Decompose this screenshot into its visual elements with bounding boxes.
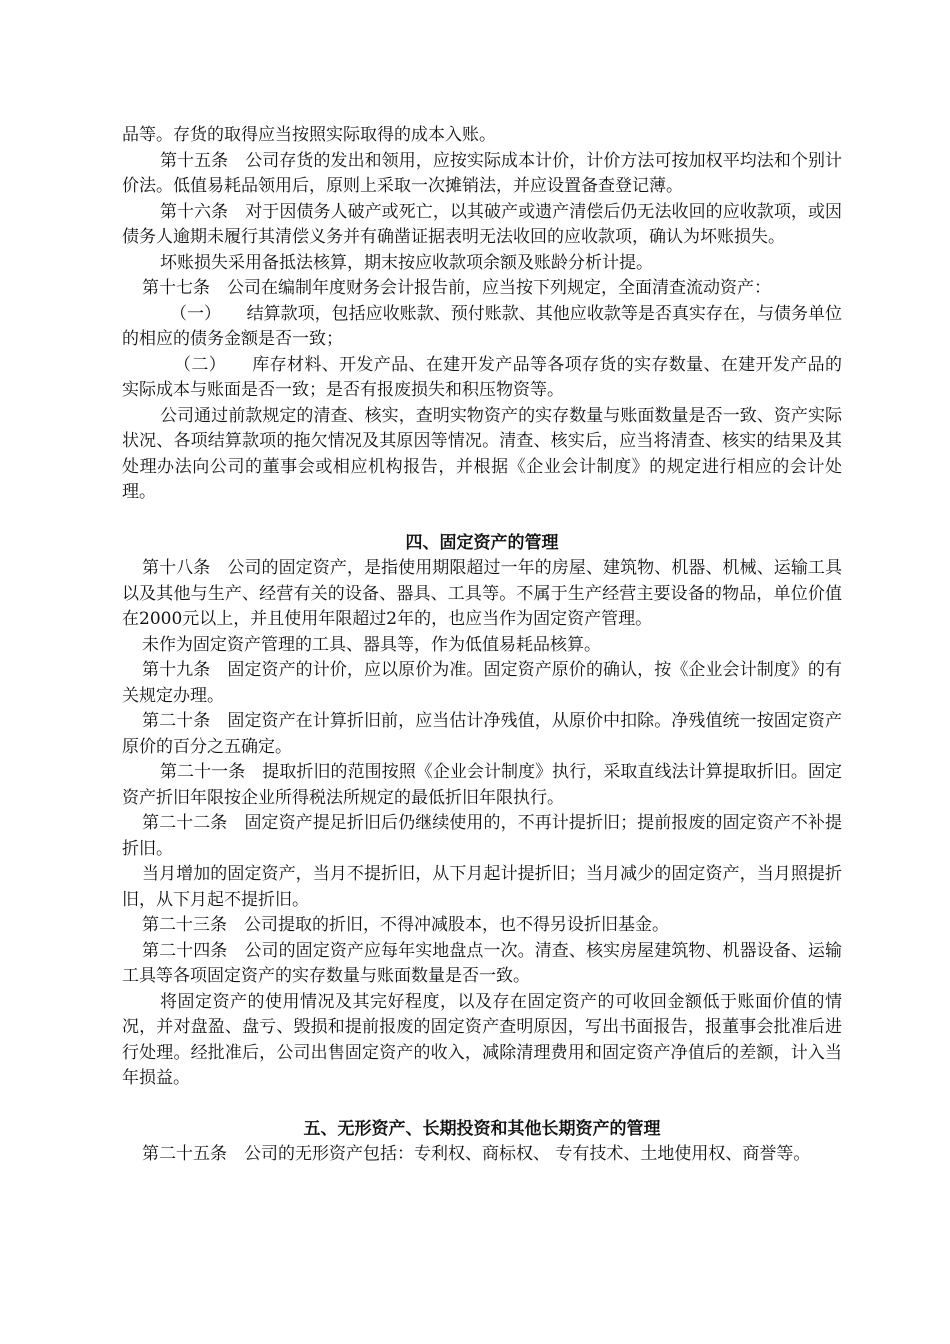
article-16: 第十六条 对于因债务人破产或死亡，以其破产或遗产清偿后仍无法收回的应收款项，或因债务人逾期未履行其清偿义务并有确凿证据表明无法收回的应收款项，确认为坏账损失。 — [122, 201, 842, 247]
paragraph: 品等。存货的取得应当按照实际取得的成本入账。 — [122, 125, 496, 145]
paragraph: 坏账损失采用备抵法核算，期末按应收款项余额及账龄分析计提。 — [160, 252, 653, 273]
article-20: 第二十条 固定资产在计算折旧前，应当估计净残值，从原价中扣除。净残值统一按固定资产原价的百分之五确定。 — [122, 711, 842, 757]
list-item: （一） 结算款项，包括应收账款、预付账款、其他应收款等是否真实存在，与债务单位的相应的债务金额是否一致； — [122, 303, 842, 349]
article-24: 第二十四条 公司的固定资产应每年实地盘点一次。清查、核实房屋建筑物、机器设备、运输工具等各项固定资产的实存数量与账面数量是否一致。 — [122, 940, 842, 986]
article-22: 第二十二条 固定资产提足折旧后仍继续使用的，不再计提折旧；提前报废的固定资产不补提折旧。 — [122, 813, 842, 859]
section-heading-intangible-assets: 五、无形资产、长期投资和其他长期资产的管理 — [303, 1118, 661, 1139]
paragraph: 当月增加的固定资产，当月不提折旧，从下月起计提折旧；当月减少的固定资产，当月照提折旧，从下月起不提折旧。 — [122, 864, 842, 910]
paragraph: 公司通过前款规定的清查、核实，查明实物资产的实存数量与账面数量是否一致、资产实际状况、各项结算款项的拖欠情况及其原因等情况。清查、核实后，应当将清查、核实的结果及其处理办法向公司的董事会或相应机构报告，并根据《企业会计制度》的规定进行相应的会计处理。 — [122, 405, 842, 502]
article-18: 第十八条 公司的固定资产，是指使用期限超过一年的房屋、建筑物、机器、机械、运输工具以及其他与生产、经营有关的设备、器具、工具等。不属于生产经营主要设备的物品，单位价值在2000元以上，并且使用年限超过2年的，也应当作为固定资产管理。 — [122, 558, 842, 629]
section-heading-fixed-assets: 四、固定资产的管理 — [405, 532, 559, 553]
list-item: （二） 库存材料、开发产品、在建开发产品等各项存货的实存数量、在建开发产品的实际成本与账面是否一致；是否有报废损失和积压物资等。 — [122, 354, 842, 400]
document-body — [122, 123, 842, 1168]
paragraph: 未作为固定资产管理的工具、器具等，作为低值易耗品核算。 — [142, 634, 601, 655]
article-19: 第十九条 固定资产的计价，应以原价为准。固定资产原价的确认，按《企业会计制度》的有关规定办理。 — [122, 660, 842, 706]
article-17: 第十七条 公司在编制年度财务会计报告前，应当按下列规定，全面清查流动资产： — [142, 278, 771, 298]
article-23: 第二十三条 公司提取的折旧，不得冲减股本，也不得另设折旧基金。 — [142, 915, 669, 935]
paragraph: 将固定资产的使用情况及其完好程度，以及存在固定资产的可收回金额低于账面价值的情况，并对盘盈、盘亏、毁损和提前报废的固定资产查明原因，写出书面报告，报董事会批准后进行处理。经批准后，公司出售固定资产的收入，减除清理费用和固定资产净值后的差额，计入当年损益。 — [122, 991, 842, 1088]
article-15: 第十五条 公司存货的发出和领用，应按实际成本计价，计价方法可按加权平均法和个别计价法。低值易耗品领用后，原则上采取一次摊销法，并应设置备查登记薄。 — [122, 150, 842, 196]
article-25: 第二十五条 公司的无形资产包括：专利权、商标权、 专有技术、土地使用权、商誉等。 — [142, 1144, 811, 1164]
article-21: 第二十一条 提取折旧的范围按照《企业会计制度》执行，采取直线法计算提取折旧。固定资产折旧年限按企业所得税法所规定的最低折旧年限执行。 — [122, 762, 842, 808]
